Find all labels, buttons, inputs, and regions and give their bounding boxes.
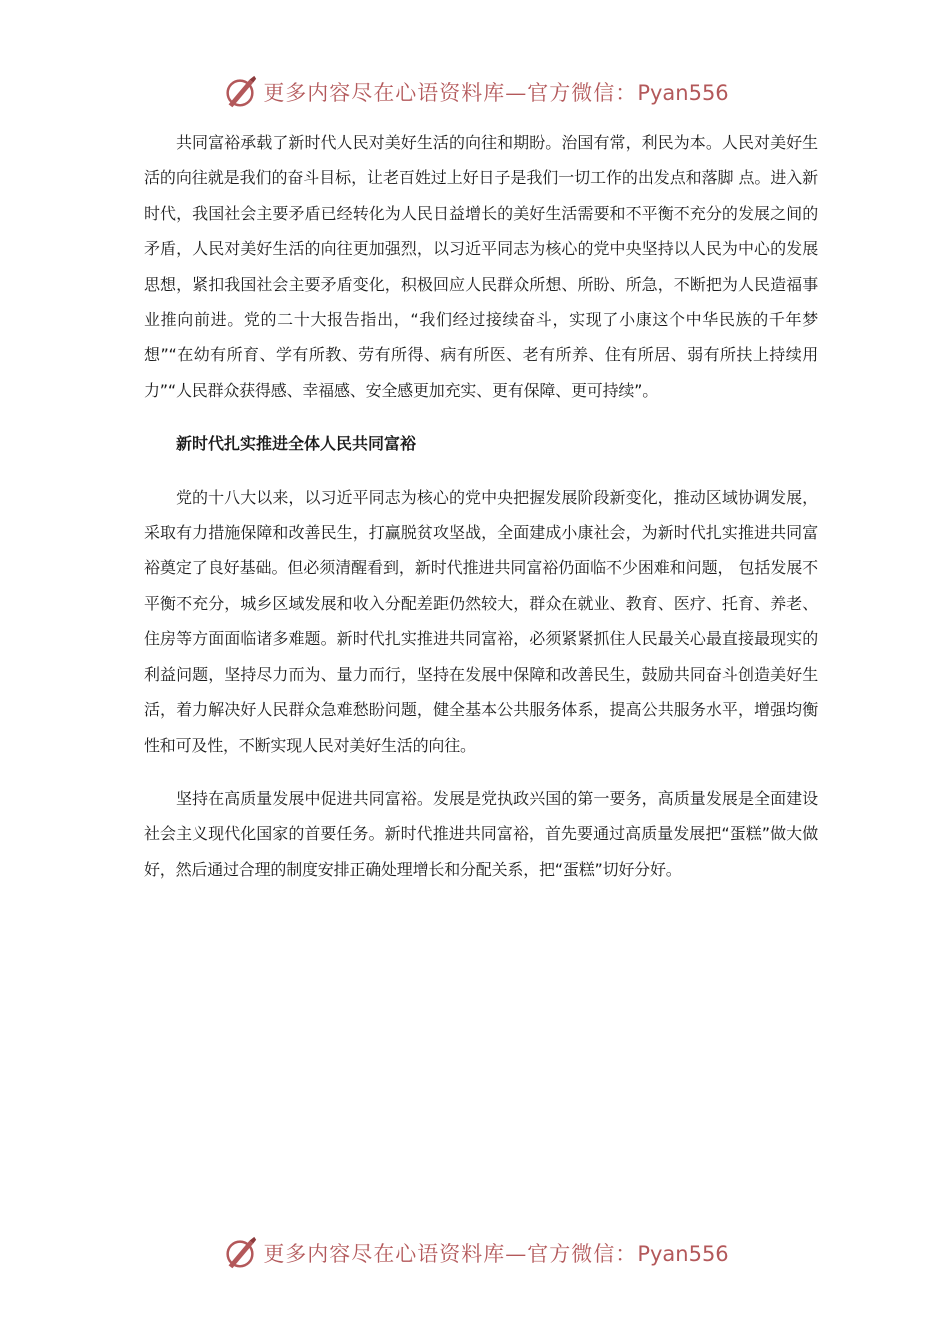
paragraph-intro: 共同富裕承载了新时代人民对美好生活的向往和期盼。治国有常，利民为本。人民对美好生活的向往就是我们的奋斗目标，让老百姓过上好日子是我们一切工作的出发点和落脚 点。进入新时代，我国社会主要矛盾已经转化为人民日益增长的美好生活需要和不平衡不充分的发展之间的矛盾，人民对美好生活的向往更加强烈，以习近平同志为核心的党中央坚持以人民为中心的发展思想，紧扣我国社会主要矛盾变化，积极回应人民群众所想、所盼、所急，不断把为人民造福事业推向前进。党的二十大报告指出，“我们经过接续奋斗，实现了小康这个中华民族的千年梦想”“在幼有所育、学有所教、劳有所得、病有所医、老有所养、住有所居、弱有所扶上持续用力”“人民群众获得感、幸福感、安全感更加充实、更有保障、更可持续”。	[144, 133, 818, 400]
footer-banner	[0, 1231, 950, 1275]
article-body	[144, 125, 818, 905]
paragraph-progress: 党的十八大以来，以习近平同志为核心的党中央把握发展阶段新变化，推动区域协调发展，采取有力措施保障和改善民生，打赢脱贫攻坚战，全面建成小康社会，为新时代扎实推进共同富裕奠定了良好基础。但必须清醒看到，新时代推进共同富裕仍面临不少困难和问题， 包括发展不平衡不充分，城乡区域发展和收入分配差距仍然较大，群众在就业、教育、医疗、托育、养老、住房等方面面临诸多难题。新时代扎实推进共同富裕，必须紧紧抓住人民最关心最直接最现实的利益问题，坚持尽力而为、量力而行，坚持在发展中保障和改善民生，鼓励共同奋斗创造美好生活，着力解决好人民群众急难愁盼问题，健全基本公共服务体系，提高公共服务水平，增强均衡性和可及性，不断实现人民对美好生活的向往。	[144, 487, 818, 755]
banner-wechat-id: Pyan556	[637, 1242, 729, 1266]
banner-text	[263, 77, 728, 107]
pen-circle-logo-icon	[221, 73, 259, 111]
banner-text-cn: 更多内容尽在心语资料库—官方微信：	[263, 1242, 638, 1266]
banner-wechat-id: Pyan556	[637, 81, 729, 105]
section-heading: 新时代扎实推进全体人民共同富裕	[176, 434, 417, 454]
paragraph-high-quality: 坚持在高质量发展中促进共同富裕。发展是党执政兴国的第一要务，高质量发展是全面建设社会主义现代化国家的首要任务。新时代推进共同富裕，首先要通过高质量发展把“蛋糕”做大做好，然后通过合理的制度安排正确处理增长和分配关系，把“蛋糕”切好分好。	[144, 788, 818, 879]
banner-text	[263, 1238, 728, 1268]
pen-circle-logo-icon	[221, 1234, 259, 1272]
banner-text-cn: 更多内容尽在心语资料库—官方微信：	[263, 81, 638, 105]
header-banner	[0, 70, 950, 114]
